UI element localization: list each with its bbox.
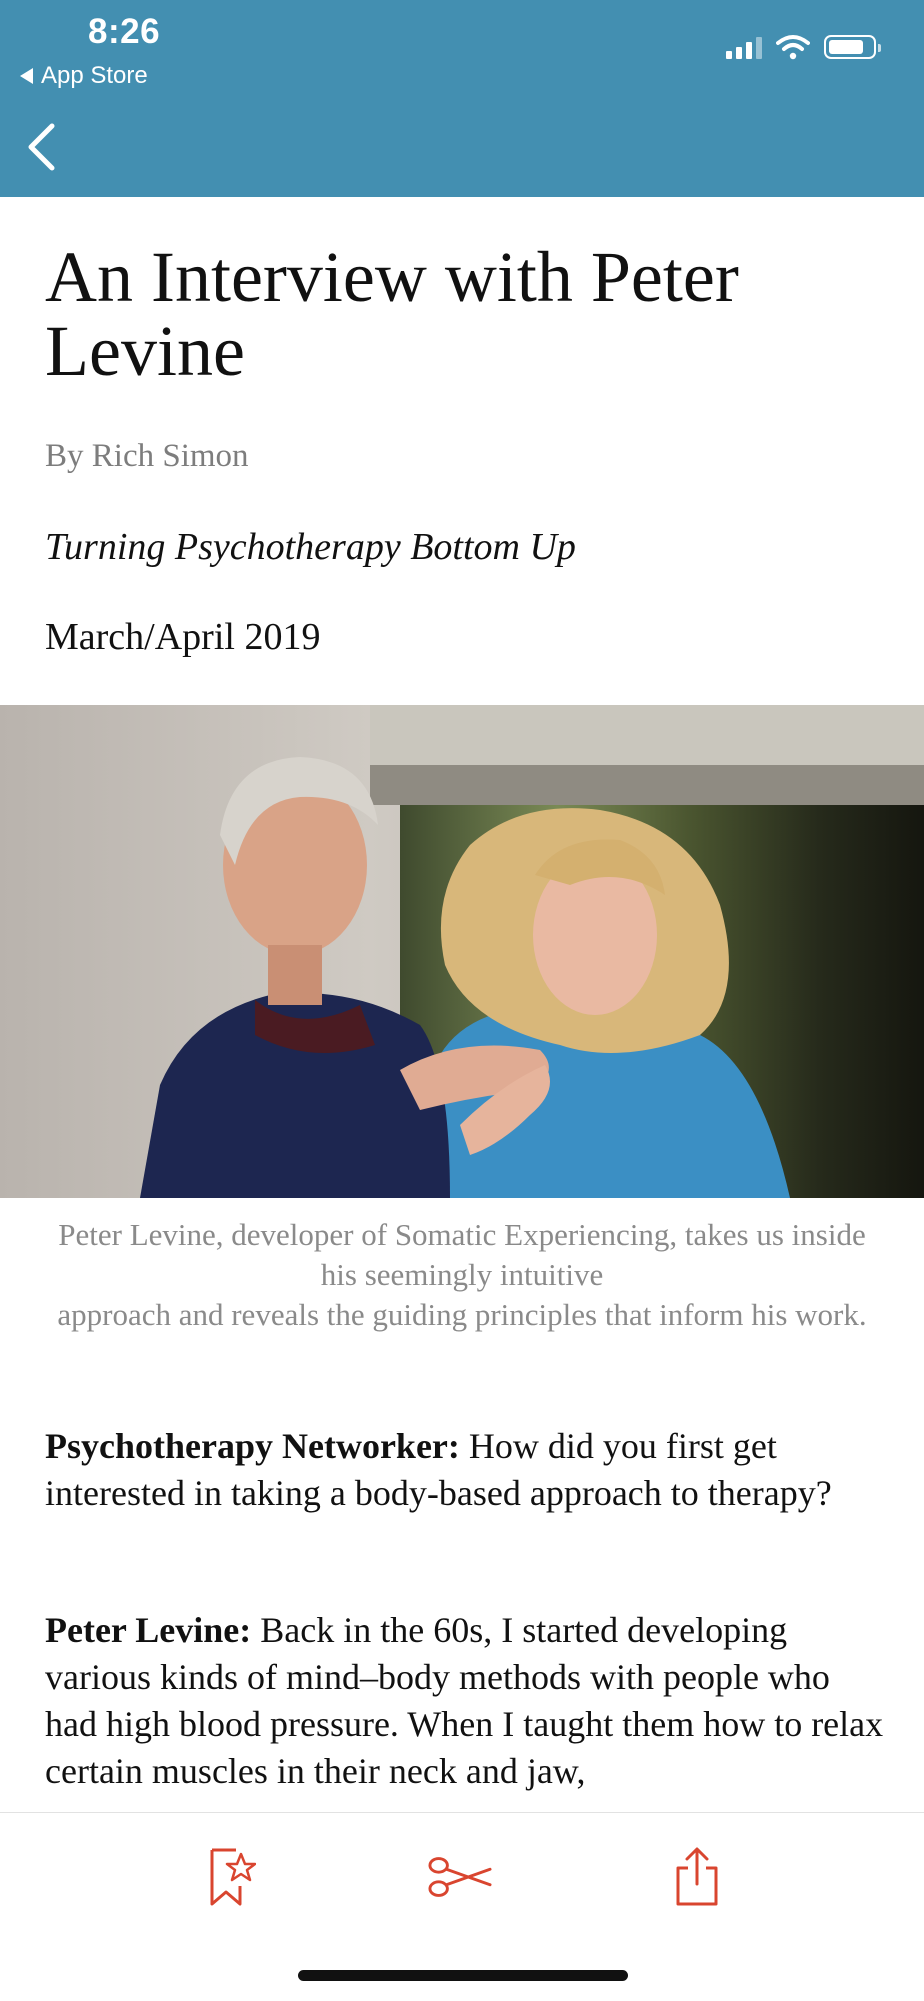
article-paragraph <box>45 1423 890 1517</box>
status-icons <box>726 34 876 60</box>
clip-button[interactable] <box>428 1845 492 1909</box>
share-button[interactable] <box>665 1845 729 1909</box>
paragraph-text: How did you first get interested in taking a body-based approach to therapy? <box>45 1426 832 1513</box>
top-navigation-bar <box>0 0 924 197</box>
article-byline: By Rich Simon <box>45 438 249 474</box>
battery-icon <box>824 35 876 59</box>
back-to-app-store[interactable] <box>20 62 148 90</box>
bookmark-button[interactable] <box>200 1845 264 1909</box>
speaker-label: Psychotherapy Networker: <box>45 1426 460 1466</box>
article-date: March/April 2019 <box>45 616 321 658</box>
signal-icon <box>726 35 762 59</box>
article-paragraph <box>45 1607 890 1795</box>
home-indicator[interactable] <box>298 1970 628 1981</box>
chevron-left-icon[interactable] <box>22 122 62 172</box>
speaker-label: Peter Levine: <box>45 1610 252 1650</box>
article-title: An Interview with Peter Levine <box>45 237 739 391</box>
article-subtitle: Turning Psychotherapy Bottom Up <box>45 526 576 568</box>
bookmark-star-icon <box>208 1846 256 1908</box>
caption-line-2: approach and reveals the guiding principles that inform his work. <box>57 1297 867 1332</box>
back-app-label: App Store <box>41 62 148 89</box>
photo-caption <box>45 1215 879 1335</box>
paragraph-text: Back in the 60s, I started developing various kinds of mind–body methods with people who had high blood pressure. When I taught them how to relax certain muscles in their neck and jaw, <box>45 1610 884 1791</box>
status-time: 8:26 <box>88 12 161 51</box>
share-icon <box>672 1846 722 1908</box>
article-photo <box>0 705 924 1198</box>
scissors-icon <box>428 1853 492 1901</box>
wifi-icon <box>776 34 810 60</box>
back-triangle-icon <box>20 68 33 84</box>
caption-line-1: Peter Levine, developer of Somatic Experiencing, takes us inside his seemingly intuitive <box>58 1217 866 1292</box>
